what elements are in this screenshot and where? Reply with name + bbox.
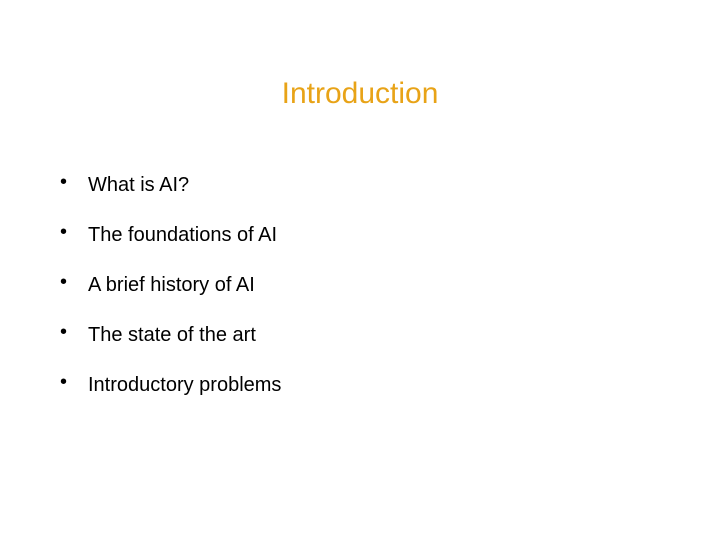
bullet-item-state-of-art	[60, 310, 680, 360]
bullet-text: A brief history of AI	[88, 273, 255, 296]
bullet-list	[60, 160, 680, 410]
slide-title	[0, 74, 720, 114]
slide-title-text: Introduction	[281, 77, 439, 110]
bullet-icon: •	[60, 271, 68, 293]
bullet-text: What is AI?	[88, 173, 190, 196]
bullet-text: Introductory problems	[88, 373, 282, 396]
bullet-item-history	[60, 260, 680, 310]
bullet-icon: •	[60, 371, 68, 393]
bullet-item-foundations	[60, 210, 680, 260]
bullet-icon: •	[60, 221, 68, 243]
bullet-item-what-is-ai	[60, 160, 680, 210]
bullet-icon: •	[60, 171, 68, 193]
bullet-text: The state of the art	[88, 323, 256, 346]
bullet-icon: •	[60, 321, 68, 343]
bullet-item-problems	[60, 360, 680, 410]
bullet-text: The foundations of AI	[88, 223, 278, 246]
